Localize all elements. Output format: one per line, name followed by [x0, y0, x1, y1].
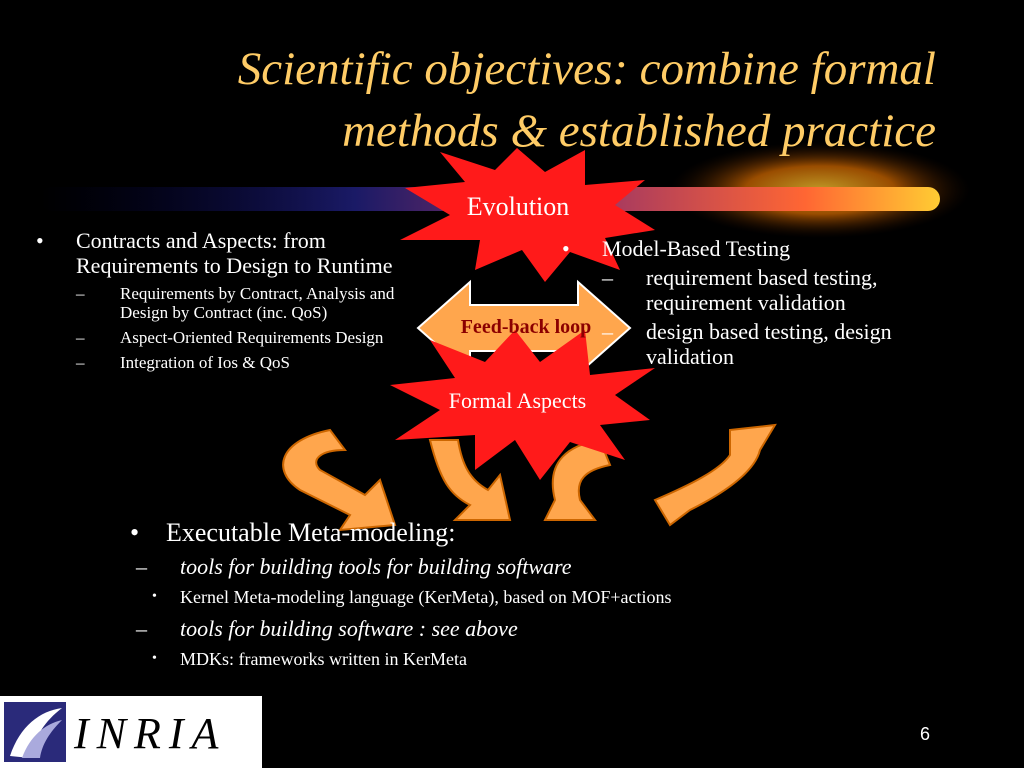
dash-marker: – [602, 319, 613, 344]
left-subitem-text: Aspect-Oriented Requirements Design [120, 328, 384, 347]
inria-logo-text: INRIA [74, 709, 227, 758]
bullet-marker: • [562, 236, 570, 261]
curved-arrow-right [655, 425, 775, 525]
dash-marker: – [76, 284, 85, 303]
bullet-marker: • [152, 589, 157, 604]
meta-sub-tools-building-software [136, 616, 930, 670]
dash-marker: – [76, 328, 85, 347]
title-line-1: Scientific objectives: combine formal [237, 43, 936, 95]
meta-modeling-bullet [130, 518, 930, 670]
left-subitem-text: Requirements by Contract, Analysis and Design by Contract (inc. QoS) [120, 284, 395, 322]
feedback-loop-label: Feed-back loop [460, 316, 592, 338]
right-subitem [602, 265, 962, 315]
inria-emblem-icon [0, 696, 72, 768]
meta-sub-tools-building-tools [136, 554, 930, 608]
right-subitem-text: requirement based testing, requirement validation [646, 265, 878, 315]
formal-aspects-label: Formal Aspects [448, 388, 587, 413]
left-subitem [76, 284, 436, 322]
left-subitem [76, 353, 436, 372]
meta-modeling-text: Executable Meta-modeling: [166, 518, 456, 547]
meta-modeling-block [130, 518, 930, 670]
contracts-aspects-text: Contracts and Aspects: from Requirements to Design to Runtime [76, 228, 393, 278]
page-number: 6 [920, 724, 931, 744]
dash-marker: – [136, 616, 147, 641]
model-based-testing-text: Model-Based Testing [602, 236, 791, 261]
model-based-testing-bullet [562, 236, 962, 369]
meta-sub-text: tools for building tools for building software [180, 554, 572, 579]
left-column [36, 228, 436, 372]
kermeta-item-text: Kernel Meta-modeling language (KerMeta), based on MOF+actions [180, 587, 672, 607]
curved-arrow-left [283, 430, 395, 530]
meta-sub-text: tools for building software : see above [180, 616, 518, 641]
right-subitem-text: design based testing, design validation [646, 319, 892, 369]
mdks-item [152, 648, 930, 670]
inria-logo [0, 696, 262, 768]
title-line-2: methods & established practice [342, 105, 936, 157]
left-subitem-text: Integration of Ios & QoS [120, 353, 290, 372]
dash-marker: – [76, 353, 85, 372]
slide-title [60, 38, 936, 162]
contracts-aspects-bullet [36, 228, 436, 372]
right-subitem [602, 319, 962, 369]
dash-marker: – [602, 265, 613, 290]
left-subitem [76, 328, 436, 347]
dash-marker: – [136, 554, 147, 579]
mdks-item-text: MDKs: frameworks written in KerMeta [180, 649, 467, 669]
evolution-label: Evolution [466, 192, 570, 221]
bullet-marker: • [130, 518, 140, 547]
right-column [562, 236, 962, 369]
bullet-marker: • [36, 228, 44, 253]
kermeta-item [152, 586, 930, 608]
bullet-marker: • [152, 651, 157, 666]
